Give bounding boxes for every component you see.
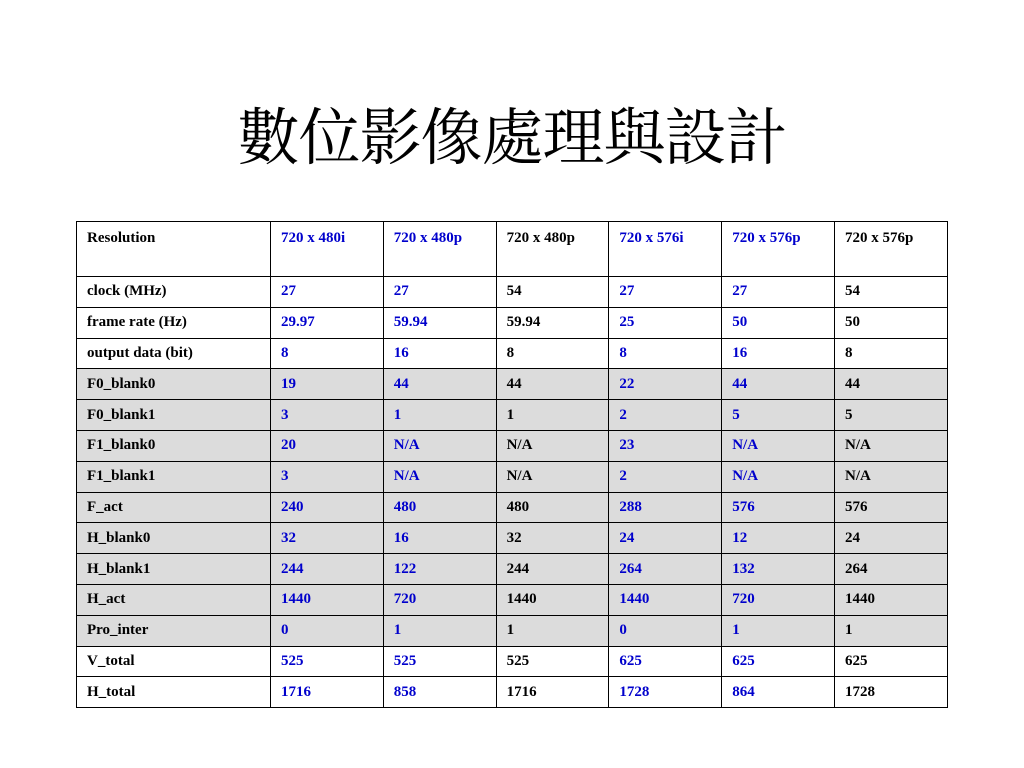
header-cell: 720 x 480i (271, 222, 384, 277)
table-row (77, 554, 948, 585)
row-label-cell: F0_blank1 (77, 400, 271, 431)
table-cell: 50 (834, 307, 947, 338)
table-cell: 32 (496, 523, 609, 554)
table-cell: 244 (496, 554, 609, 585)
row-label-cell: output data (bit) (77, 338, 271, 369)
table-cell: 8 (609, 338, 722, 369)
slide-title: 數位影像處理與設計 (237, 101, 787, 174)
table-cell: N/A (722, 461, 835, 492)
table-cell: 1728 (609, 677, 722, 708)
table-cell: 1 (496, 400, 609, 431)
table-row (77, 615, 948, 646)
table-cell: 1 (496, 615, 609, 646)
table-cell: 122 (383, 554, 496, 585)
table-cell: 8 (496, 338, 609, 369)
table-cell: 19 (271, 369, 384, 400)
row-label-cell: F1_blank1 (77, 461, 271, 492)
table-cell: 1440 (496, 584, 609, 615)
row-label-cell: V_total (77, 646, 271, 677)
table-cell: 54 (834, 277, 947, 308)
row-label-cell: F0_blank0 (77, 369, 271, 400)
table-row (77, 277, 948, 308)
table-cell: 24 (834, 523, 947, 554)
table-cell: 5 (834, 400, 947, 431)
table-row (77, 338, 948, 369)
table-cell: 720 (383, 584, 496, 615)
table-cell: 1 (834, 615, 947, 646)
resolution-spec-table (76, 221, 948, 708)
table-row (77, 461, 948, 492)
header-label-cell: Resolution (77, 222, 271, 277)
table-cell: 1728 (834, 677, 947, 708)
table-cell: 44 (834, 369, 947, 400)
table-cell: 525 (271, 646, 384, 677)
header-cell: 720 x 480p (383, 222, 496, 277)
table-row (77, 523, 948, 554)
row-label-cell: H_act (77, 584, 271, 615)
table-cell: N/A (834, 461, 947, 492)
table-cell: 480 (383, 492, 496, 523)
table-cell: N/A (496, 430, 609, 461)
table-cell: 27 (609, 277, 722, 308)
table-cell: 27 (383, 277, 496, 308)
table-body (77, 222, 948, 708)
table-cell: 1716 (271, 677, 384, 708)
table-cell: 12 (722, 523, 835, 554)
table-header-row (77, 222, 948, 277)
table-cell: 576 (722, 492, 835, 523)
table-cell: 244 (271, 554, 384, 585)
table-cell: 27 (722, 277, 835, 308)
table-cell: 2 (609, 400, 722, 431)
table-cell: 0 (609, 615, 722, 646)
header-cell: 720 x 480p (496, 222, 609, 277)
table-cell: 264 (609, 554, 722, 585)
table-row (77, 307, 948, 338)
table-cell: 23 (609, 430, 722, 461)
table-cell: 576 (834, 492, 947, 523)
table-cell: 44 (383, 369, 496, 400)
table-cell: 864 (722, 677, 835, 708)
table-cell: 525 (496, 646, 609, 677)
table-cell: 858 (383, 677, 496, 708)
table-cell: 50 (722, 307, 835, 338)
row-label-cell: Pro_inter (77, 615, 271, 646)
table-cell: 27 (271, 277, 384, 308)
table-cell: 1440 (271, 584, 384, 615)
table-cell: 16 (383, 523, 496, 554)
header-cell: 720 x 576p (722, 222, 835, 277)
table-cell: 1440 (609, 584, 722, 615)
table-row (77, 677, 948, 708)
table-cell: 1716 (496, 677, 609, 708)
table-row (77, 430, 948, 461)
table-cell: 625 (834, 646, 947, 677)
table-cell: 5 (722, 400, 835, 431)
table-cell: 16 (722, 338, 835, 369)
table-cell: N/A (383, 461, 496, 492)
table-cell: 44 (722, 369, 835, 400)
table-cell: 20 (271, 430, 384, 461)
table-cell: 25 (609, 307, 722, 338)
row-label-cell: clock (MHz) (77, 277, 271, 308)
table-cell: 59.94 (496, 307, 609, 338)
table-row (77, 492, 948, 523)
table-row (77, 400, 948, 431)
table-cell: 22 (609, 369, 722, 400)
row-label-cell: H_total (77, 677, 271, 708)
table-cell: 2 (609, 461, 722, 492)
table-cell: 132 (722, 554, 835, 585)
table-cell: 29.97 (271, 307, 384, 338)
table-cell: N/A (834, 430, 947, 461)
table-cell: 264 (834, 554, 947, 585)
table-cell: 3 (271, 461, 384, 492)
table-cell: 16 (383, 338, 496, 369)
table-cell: 1440 (834, 584, 947, 615)
table-cell: 625 (722, 646, 835, 677)
row-label-cell: F1_blank0 (77, 430, 271, 461)
row-label-cell: H_blank1 (77, 554, 271, 585)
row-label-cell: F_act (77, 492, 271, 523)
table-row (77, 369, 948, 400)
table-cell: 1 (383, 400, 496, 431)
table-row (77, 646, 948, 677)
table-cell: 32 (271, 523, 384, 554)
table-cell: 3 (271, 400, 384, 431)
table-cell: 288 (609, 492, 722, 523)
table-cell: 525 (383, 646, 496, 677)
table-cell: 0 (271, 615, 384, 646)
table-cell: 24 (609, 523, 722, 554)
table-cell: 1 (722, 615, 835, 646)
table-cell: 480 (496, 492, 609, 523)
table-cell: 54 (496, 277, 609, 308)
table-cell: 625 (609, 646, 722, 677)
table-cell: N/A (383, 430, 496, 461)
table-cell: N/A (496, 461, 609, 492)
table-cell: N/A (722, 430, 835, 461)
table-cell: 8 (834, 338, 947, 369)
table-cell: 44 (496, 369, 609, 400)
row-label-cell: frame rate (Hz) (77, 307, 271, 338)
table-cell: 8 (271, 338, 384, 369)
table-row (77, 584, 948, 615)
header-cell: 720 x 576i (609, 222, 722, 277)
table-cell: 59.94 (383, 307, 496, 338)
table-cell: 720 (722, 584, 835, 615)
header-cell: 720 x 576p (834, 222, 947, 277)
table-cell: 1 (383, 615, 496, 646)
table-cell: 240 (271, 492, 384, 523)
row-label-cell: H_blank0 (77, 523, 271, 554)
